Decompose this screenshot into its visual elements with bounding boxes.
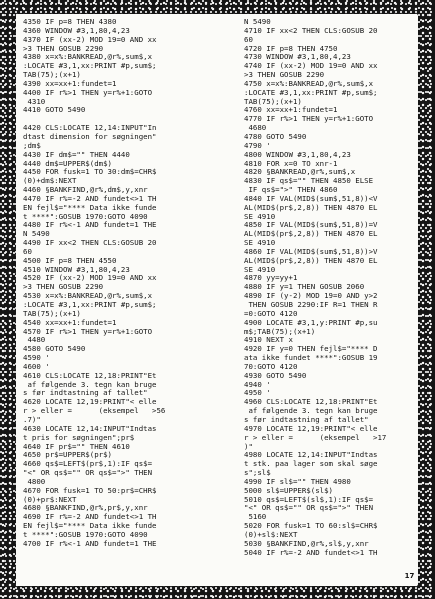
code-line: 4860 IF VAL(MID$(sum$,51,8))>V: [244, 246, 378, 256]
code-line: 4620 LOCATE 12,19:PRINT"< elle: [23, 397, 157, 407]
code-line: 4360 WINDOW #3,1,80,4,23: [23, 25, 130, 35]
code-line: 4680 §BANKFIND,@r%,pr$,y,xnr: [23, 503, 148, 513]
code-line: 4820 §BANKREAD,@r%,sum$,x: [244, 167, 356, 177]
code-listing-right-column: [244, 18, 418, 584]
code-line: 4980 LOCATE 12,14:INPUT"Indtas: [244, 450, 378, 460]
code-line: >3 THEN GOSUB 2290: [244, 70, 325, 80]
code-line: :LOCATE #3,1,xx:PRINT #p,sum$;: [23, 300, 157, 309]
code-line: 4760 xx=xx+1:fundet=1: [244, 105, 338, 115]
code-line: "<" OR qs$="" OR qs$=">" THEN: [244, 503, 374, 513]
code-line: t ****":GOSUB 1970:GOTO 4090: [23, 529, 148, 539]
code-line: =0:GOTO 4120: [244, 308, 298, 318]
code-line: (0)+dm$:NEXT: [23, 176, 77, 186]
code-line: 4720 IF p=8 THEN 4750: [244, 43, 338, 53]
code-line: 4480: [23, 335, 46, 345]
code-line: (0)+pr$:NEXT: [23, 494, 77, 504]
code-line: 4950 ': [244, 388, 271, 398]
code-line: TAB(75);(x+1): [23, 308, 81, 318]
code-line: 4450 FOR fusk=1 TO 30:dm$=CHR$: [23, 167, 157, 177]
code-line: AL(MID$(pr$,2,8)) THEN 4870 EL: [244, 202, 378, 212]
code-line: 4900 LOCATE #3,1,y:PRINT #p,su: [244, 317, 378, 327]
code-line: 4370 IF (xx-2) MOD 19=0 AND xx: [23, 34, 157, 44]
code-line: 4390 xx=xx+1:fundet=1: [23, 78, 117, 88]
code-line: 4460 §BANKFIND,@r%,dm$,y,xnr: [23, 185, 148, 195]
code-line: 4530 x=x%:BANKREAD,@r%,sum$,x: [23, 291, 153, 301]
code-line: 5020 FOR fusk=1 TO 60:sl$=CHR$: [244, 521, 378, 531]
code-line: EN fejl$="**** Data ikke funde: [23, 202, 157, 212]
code-line: 4600 ': [23, 361, 50, 371]
code-line: AL(MID$(pr$,2,8)) THEN 4870 EL: [244, 229, 378, 239]
code-line: 4870 yy=yy+1: [244, 273, 298, 283]
code-line: ;dm$: [23, 140, 41, 150]
page-number: 17: [401, 569, 418, 584]
code-line: 4830 IF qs$="" THEN 4850 ELSE: [244, 176, 374, 186]
code-line: 4940 ': [244, 379, 271, 389]
code-line: >3 THEN GOSUB 2290: [23, 43, 104, 53]
code-line: dtast dimension for søgningen": [23, 131, 157, 141]
code-line: 4800: [23, 476, 46, 486]
code-line: r > eller = (eksempel >56: [23, 406, 166, 416]
code-line: t stk. paa lager som skal søge: [244, 459, 378, 469]
code-line: IF qs$=">" THEN 4860: [244, 185, 338, 195]
code-line: 4510 WINDOW #3,1,80,4,23: [23, 264, 130, 274]
code-line: 4640 IF pr$="" THEN 4610: [23, 441, 130, 451]
code-line: SE 4910: [244, 211, 276, 221]
code-line: 4750 x=x%:BANKREAD,@r%,sum$,x: [244, 78, 374, 88]
code-line: :LOCATE #3,1,xx:PRINT #p,sum$;: [244, 87, 378, 97]
code-line: 4610 CLS:LOCATE 12,18:PRINT"Et: [23, 370, 157, 380]
code-line: TAB(75);(x+1): [244, 96, 302, 106]
code-line: 4380 x=x%:BANKREAD,@r%,sum$,x: [23, 52, 153, 62]
code-line: 4970 LOCATE 12,19:PRINT"< elle: [244, 423, 378, 433]
magazine-page: [16, 14, 418, 586]
code-line: 4910 NEXT x: [244, 335, 293, 345]
code-line: 4920 IF y=0 THEN fejl$="**** D: [244, 344, 378, 354]
code-line: 4930 GOTO 5490: [244, 370, 307, 380]
code-line: 4570 IF r%>1 THEN y=r%+1:GOTO: [23, 326, 153, 336]
code-line: 4810 FOR x=0 TO xnr-1: [244, 158, 338, 168]
code-line: SE 4910: [244, 238, 276, 248]
code-line: SE 4910: [244, 264, 276, 274]
code-line: 4470 IF r%=-2 AND fundet<>1 TH: [23, 193, 157, 203]
code-line: 5010 qs$=LEFT$(sl$,1):IF qs$=: [244, 494, 374, 504]
code-line: s før indtastning af tallet": [23, 388, 148, 398]
code-line: 4740 IF (xx-2) MOD 19=0 AND xx: [244, 61, 378, 71]
code-line: 4400 IF r%>1 THEN y=r%+1:GOTO: [23, 87, 153, 97]
code-line: 4960 CLS:LOCATE 12,18:PRINT"Et: [244, 397, 378, 407]
code-line: 4590 ': [23, 353, 50, 363]
code-line: 4490 IF xx<2 THEN CLS:GOSUB 20: [23, 238, 157, 248]
code-line: 4850 IF VAL(MID$(sum$,51,8))=V: [244, 220, 378, 230]
code-line: 70:GOTO 4120: [244, 361, 298, 371]
code-line: )": [244, 441, 253, 451]
code-line: 4580 GOTO 5490: [23, 344, 86, 354]
code-line: 4770 IF r%>1 THEN y=r%+1:GOTO: [244, 114, 374, 124]
code-line: 4670 FOR fusk=1 TO 50:pr$=CHR$: [23, 485, 157, 495]
code-line: AL(MID$(pr$,2,8)) THEN 4870 EL: [244, 255, 378, 265]
code-line: 4840 IF VAL(MID$(sum$,51,8))<V: [244, 193, 378, 203]
code-line: THEN GOSUB 2290:IF R=1 THEN R: [244, 300, 378, 309]
code-line: 4690 IF r%=-2 AND fundet<>1 TH: [23, 512, 157, 522]
code-line: r > eller = (eksempel >17: [244, 432, 387, 442]
code-line: 4430 IF dm$="" THEN 4440: [23, 149, 130, 159]
code-line: 60: [23, 246, 32, 256]
code-line: 4890 IF (y-2) MOD 19=0 AND y>2: [244, 291, 378, 301]
code-line: .7)": [23, 414, 41, 424]
code-line: 5030 §BANKFIND,@r%,sl$,y,xnr: [244, 538, 369, 548]
code-line: 4350 IF p=8 THEN 4380: [23, 18, 117, 26]
code-line: 4710 IF xx<2 THEN CLS:GOSUB 20: [244, 25, 378, 35]
code-line: 4500 IF p=8 THEN 4550: [23, 255, 117, 265]
code-line: EN fejl$="**** Data ikke funde: [23, 521, 157, 531]
code-line: N 5490: [23, 229, 50, 239]
code-line: 60: [244, 34, 253, 44]
code-line: t ****":GOSUB 1970:GOTO 4090: [23, 211, 148, 221]
code-line: 5040 IF r%=-2 AND fundet<>1 TH: [244, 547, 378, 557]
code-line: af følgende 3. tegn kan bruge: [23, 379, 157, 389]
code-line: af følgende 3. tegn kan bruge: [244, 406, 378, 416]
code-listing-left-column: [23, 18, 214, 584]
code-line: 4410 GOTO 5490: [23, 105, 86, 115]
code-line: s";sl$: [244, 468, 271, 478]
code-line: 4540 xx=xx+1:fundet=1: [23, 317, 117, 327]
code-line: 4990 IF sl$="" THEN 4980: [244, 476, 351, 486]
code-line: >3 THEN GOSUB 2290: [23, 282, 104, 292]
code-line: 4650 pr$=UPPER$(pr$): [23, 450, 112, 460]
code-line: t pris for søgningen";pr$: [23, 432, 135, 442]
code-line: 4700 IF r%<-1 AND fundet=1 THE: [23, 538, 157, 548]
code-line: N 5490: [244, 18, 271, 26]
code-line: 4800 WINDOW #3,1,80,4,23: [244, 149, 351, 159]
code-line: 4790 ': [244, 140, 271, 150]
code-line: 5160: [244, 512, 267, 522]
code-line: 4420 CLS:LOCATE 12,14:INPUT"In: [23, 123, 157, 133]
code-line: 5000 sl$=UPPER$(sl$): [244, 485, 333, 495]
code-line: 4630 LOCATE 12,14:INPUT"Indtas: [23, 423, 157, 433]
code-line: 4660 qs$=LEFT$(pr$,1):IF qs$=: [23, 459, 153, 469]
code-line: 4780 GOTO 5490: [244, 131, 307, 141]
code-line: 4440 dm$=UPPER$(dm$): [23, 158, 112, 168]
code-line: 4520 IF (xx-2) MOD 19=0 AND xx: [23, 273, 157, 283]
code-line: TAB(75);(x+1): [23, 70, 81, 80]
code-line: :LOCATE #3,1,xx:PRINT #p,sum$;: [23, 61, 157, 71]
code-line: 4880 IF y=1 THEN GOSUB 2060: [244, 282, 365, 292]
code-line: (0)+sl$:NEXT: [244, 529, 298, 539]
code-line: 4310: [23, 96, 46, 106]
code-line: 4730 WINDOW #3,1,80,4,23: [244, 52, 351, 62]
code-line: ata ikke fundet ****":GOSUB 19: [244, 353, 378, 363]
code-line: "<" OR qs$="" OR qs$=">" THEN: [23, 468, 153, 478]
code-line: m$;TAB(75);(x+1): [244, 326, 316, 336]
code-line: s før indtastning af tallet": [244, 414, 369, 424]
code-line: 4480 IF r%<-1 AND fundet=1 THE: [23, 220, 157, 230]
code-line: 4680: [244, 123, 267, 133]
